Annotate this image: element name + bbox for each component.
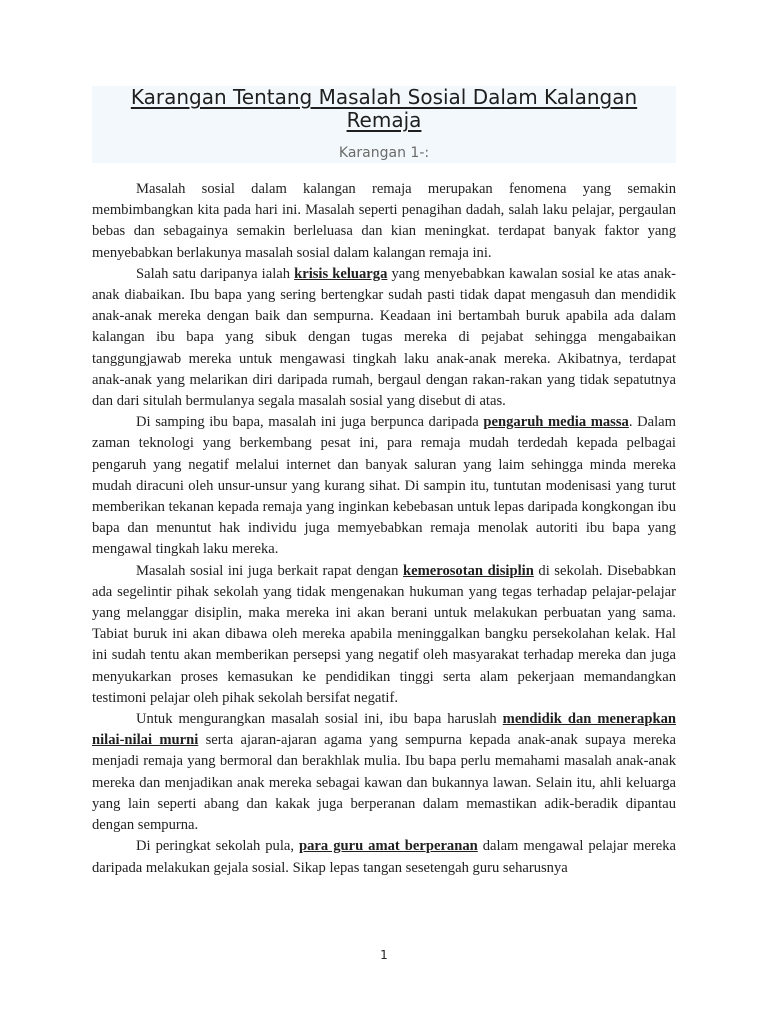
paragraph bbox=[92, 709, 676, 836]
paragraph-text: serta ajaran-ajaran agama yang sempurna kepada anak-anak supaya mereka menjadi remaja yang bermoral dan berakhlak mulia. Ibu bapa perlu memahami masalah anak-anak mereka dan menjadikan anak mereka sebagai kawan dan bukannya lawan. Selain itu, ahli keluarga yang lain seperti abang dan kakak juga berperanan dalam memastikan adik-beradik dipantau dengan sempurna. bbox=[92, 732, 676, 834]
essay-body bbox=[92, 179, 676, 879]
paragraph-text: Salah satu daripanya ialah bbox=[136, 265, 295, 282]
paragraph bbox=[92, 836, 676, 878]
paragraph bbox=[92, 412, 676, 560]
document-title: Karangan Tentang Masalah Sosial Dalam Kalangan Remaja bbox=[130, 85, 638, 132]
page-number: 1 bbox=[380, 948, 388, 962]
paragraph-text: . Dalam zaman teknologi yang berkembang pesat ini, para remaja mudah terdedah kepada pelbagai pengaruh yang negatif melalui internet dan banyak saluran yang laim sehingga minda mereka mudah diracuni oleh unsur-unsur yang kurang sihat. Di sampin itu, tuntutan modenisasi yang turut memberikan tekanan kepada remaja yang inginkan kebebasan untuk lepas daripada kongkongan ibu bapa dan menuntut hak individu juga memyebabkan remaja menolak autoriti ibu bapa yang mengawal tingkah laku mereka. bbox=[92, 414, 676, 558]
paragraph-text: Masalah sosial ini juga berkait rapat dengan bbox=[136, 562, 404, 579]
paragraph-text: Di peringkat sekolah pula, bbox=[136, 838, 300, 855]
keyword-highlight: mendidik dan menerapkan nilai-nilai murni bbox=[92, 711, 676, 749]
keyword-highlight: kemerosotan disiplin bbox=[403, 562, 534, 579]
title-block bbox=[92, 86, 676, 163]
paragraph-text: Masalah sosial dalam kalangan remaja merupakan fenomena yang semakin membimbangkan kita pada hari ini. Masalah seperti penagihan dadah, salah laku pelajar, pergaulan bebas dan sebagainya semakin berleluasa dan kian meningkat. terdapat banyak faktor yang menyebabkan berlakunya masalah sosial dalam kalangan remaja ini. bbox=[92, 181, 676, 261]
paragraph bbox=[92, 561, 676, 709]
paragraph-text: dalam mengawal pelajar mereka daripada melakukan gejala sosial. Sikap lepas tangan sesetengah guru seharusnya bbox=[92, 838, 676, 876]
paragraph bbox=[92, 179, 676, 264]
paragraph-text: Untuk mengurangkan masalah sosial ini, ibu bapa haruslah bbox=[136, 711, 503, 728]
keyword-highlight: pengaruh media massa bbox=[483, 414, 629, 431]
keyword-highlight: para guru amat berperanan bbox=[299, 838, 478, 855]
paragraph-text: di sekolah. Disebabkan ada segelintir pihak sekolah yang tidak mengenakan hukuman yang tegas terhadap pelajar-pelajar yang melanggar disiplin, maka mereka ini akan berani untuk melakukan perbuatan yang sama. Tabiat buruk ini akan dibawa oleh mereka apabila meninggalkan bangku persekolahan kelak. Hal ini sudah tentu akan memberikan persepsi yang negatif oleh masyarakat terhadap mereka dan juga menyukarkan proses kemasukan ke pendidikan tinggi serta alam pekerjaan memandangkan testimoni pelajar oleh pihak sekolah bersifat negatif. bbox=[92, 562, 676, 706]
document-subtitle: Karangan 1-: bbox=[338, 145, 430, 161]
keyword-highlight: krisis keluarga bbox=[294, 265, 388, 282]
paragraph bbox=[92, 264, 676, 412]
paragraph-text: yang menyebabkan kawalan sosial ke atas anak-anak diabaikan. Ibu bapa yang sering bertengkar sudah pasti tidak dapat mengasuh dan mendidik anak-anak mereka dengan baik dan sempurna. Keadaan ini bertambah buruk apabila ada dalam kalangan ibu bapa yang sibuk dengan tugas mereka di pejabat sehingga mengabaikan tanggungjawab mereka untuk mengawasi tingkah laku anak-anak mereka. Akibatnya, terdapat anak-anak yang melarikan diri daripada rumah, bergaul dengan rakan-rakan yang tidak sepatutnya dan dari situlah bermulanya segala masalah sosial yang disebut di atas. bbox=[92, 265, 677, 410]
paragraph-text: Di samping ibu bapa, masalah ini juga berpunca daripada bbox=[136, 414, 484, 431]
